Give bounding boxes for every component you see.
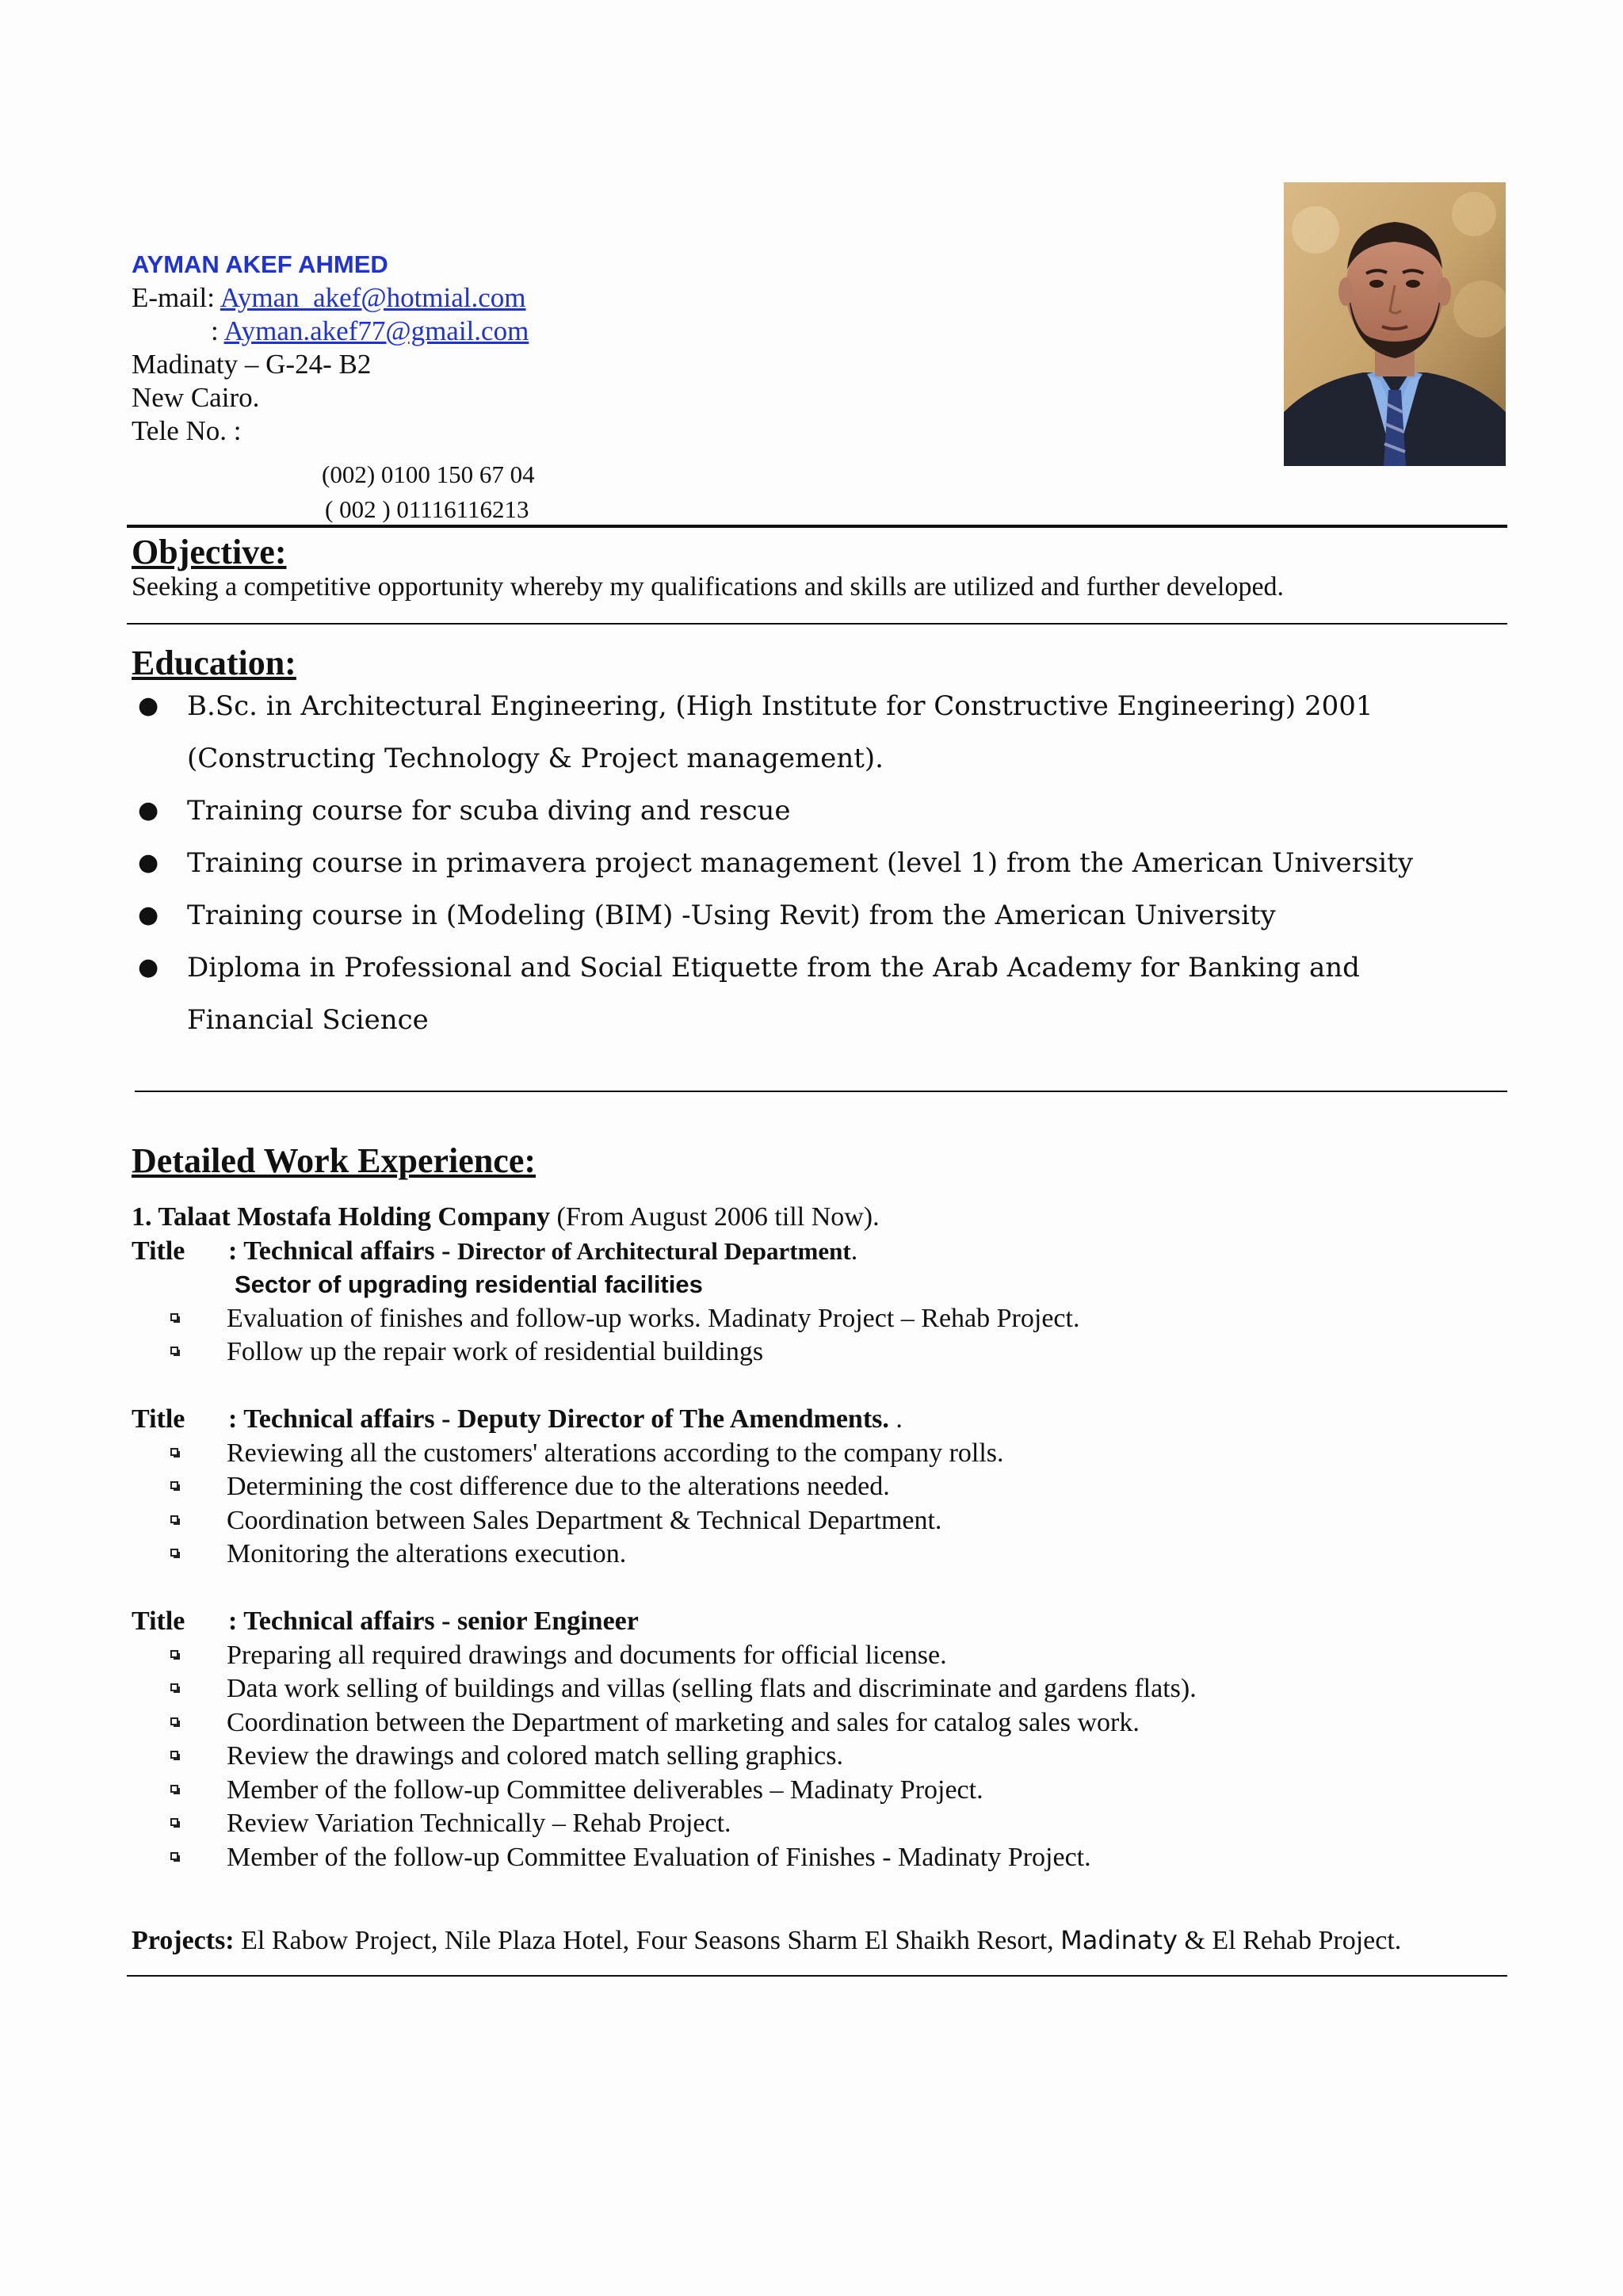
- objective-divider: [127, 623, 1507, 625]
- company-name: Talaat Mostafa Holding Company: [158, 1202, 551, 1232]
- duty-item: [132, 1706, 1510, 1740]
- bullet-icon: ●: [138, 849, 159, 877]
- address-line-2: New Cairo.: [132, 382, 260, 413]
- duty-text: Coordination between the Department of marketing and sales for catalog sales work.: [227, 1707, 1140, 1737]
- bullet-icon: ●: [138, 953, 159, 981]
- candidate-name: AYMAN AKEF AHMED: [132, 250, 388, 278]
- bullet-icon: ●: [138, 901, 159, 929]
- projects-text-c: & El Rehab Project.: [1177, 1926, 1402, 1955]
- education-item: [132, 942, 1510, 1046]
- spacer: [132, 1370, 1510, 1404]
- duty-item: [132, 1740, 1510, 1774]
- address-line-1: Madinaty – G-24- B2: [132, 349, 372, 380]
- spacer: [132, 1572, 1510, 1606]
- title-label: Title: [132, 1404, 185, 1434]
- header-divider: [127, 525, 1507, 528]
- checkbox-bullet-icon: [170, 1717, 178, 1725]
- profile-photo: [1284, 182, 1506, 466]
- duty-text: Coordination between Sales Department & Technical Department.: [227, 1505, 942, 1535]
- education-item: [132, 680, 1510, 785]
- role-title: [228, 1403, 903, 1437]
- checkbox-bullet-icon: [170, 1448, 178, 1456]
- duty-item: [132, 1538, 1510, 1572]
- company-period: (From August 2006 till Now).: [550, 1202, 880, 1232]
- objective-text: Seeking a competitive opportunity whereby my qualifications and skills are utilized and further developed.: [132, 572, 1285, 602]
- duty-text: Preparing all required drawings and documents for official license.: [227, 1640, 947, 1670]
- checkbox-bullet-icon: [170, 1683, 178, 1691]
- duty-text: Review Variation Technically – Rehab Project.: [227, 1809, 731, 1838]
- duty-text: Review the drawings and colored match selling graphics.: [227, 1741, 843, 1771]
- role-title-row: [132, 1403, 1510, 1437]
- projects-line: [132, 1923, 1401, 1958]
- checkbox-bullet-icon: [170, 1852, 178, 1860]
- duty-text: Evaluation of finishes and follow-up works. Madinaty Project – Rehab Project.: [227, 1303, 1080, 1333]
- phone-number-1: (002) 0100 150 67 04: [322, 460, 535, 488]
- duty-item: [132, 1504, 1510, 1538]
- role-title-main: : Technical affairs -: [228, 1236, 457, 1266]
- duty-item: [132, 1639, 1510, 1673]
- projects-text-b: Madinaty: [1060, 1925, 1178, 1955]
- duty-item: [132, 1807, 1510, 1841]
- role-title-row: [132, 1235, 1510, 1269]
- checkbox-bullet-icon: [170, 1785, 178, 1793]
- objective-heading: Objective:: [132, 533, 287, 571]
- duty-item: [132, 1335, 1510, 1370]
- role-title-main: : Technical affairs - senior Engineer: [228, 1606, 639, 1636]
- role-title-main: : Technical affairs - Deputy Director of The Amendments.: [228, 1404, 889, 1434]
- company-line: [132, 1201, 1510, 1235]
- duty-item: [132, 1774, 1510, 1808]
- checkbox-bullet-icon: [170, 1818, 178, 1826]
- role-sector: Sector of upgrading residential facilities: [235, 1270, 703, 1298]
- education-item-text: B.Sc. in Architectural Engineering, (High Institute for Constructive Engineering) 2001: [187, 690, 1373, 722]
- email-link-secondary[interactable]: Ayman.akef77@gmail.com: [223, 315, 529, 346]
- role-title: [228, 1235, 857, 1269]
- checkbox-bullet-icon: [170, 1751, 178, 1759]
- education-item-text: Diploma in Professional and Social Etiquette from the Arab Academy for Banking and: [187, 952, 1360, 984]
- projects-label: Projects:: [132, 1926, 235, 1955]
- email-line-secondary: [132, 315, 1241, 348]
- duty-item: [132, 1470, 1510, 1504]
- role-title-dept: Director of Architectural Department: [456, 1236, 851, 1265]
- contact-header: [132, 248, 1241, 527]
- tele-label: Tele No. :: [132, 415, 242, 446]
- education-item-text: Training course in primavera project management (level 1) from the American University: [187, 847, 1414, 879]
- education-item-text-cont: Financial Science: [187, 1004, 429, 1036]
- checkbox-bullet-icon: [170, 1549, 178, 1557]
- work-heading: Detailed Work Experience:: [132, 1141, 536, 1180]
- bullet-icon: ●: [138, 692, 159, 720]
- duty-item: [132, 1437, 1510, 1471]
- checkbox-bullet-icon: [170, 1347, 178, 1354]
- role-title-end: .: [850, 1236, 858, 1266]
- email-link-primary[interactable]: Ayman_akef@hotmial.com: [220, 282, 526, 313]
- duty-text: Member of the follow-up Committee deliverables – Madinaty Project.: [227, 1775, 983, 1805]
- checkbox-bullet-icon: [170, 1515, 178, 1523]
- company-number: 1.: [132, 1202, 158, 1232]
- duty-text: Member of the follow-up Committee Evaluation of Finishes - Madinaty Project.: [227, 1842, 1091, 1872]
- role-title-end: .: [888, 1404, 903, 1434]
- projects-text-a: El Rabow Project, Nile Plaza Hotel, Four Seasons Sharm El Shaikh Resort,: [234, 1926, 1061, 1955]
- bullet-icon: ●: [138, 797, 159, 824]
- education-divider: [135, 1091, 1507, 1092]
- education-item-text-cont: (Constructing Technology & Project management).: [187, 743, 884, 774]
- duty-item: [132, 1841, 1510, 1875]
- checkbox-bullet-icon: [170, 1313, 178, 1321]
- duty-text: Monitoring the alterations execution.: [227, 1539, 627, 1568]
- phone-number-2: ( 002 ) 01116116213: [325, 495, 529, 523]
- duty-text: Reviewing all the customers' alterations according to the company rolls.: [227, 1438, 1004, 1468]
- education-heading: Education:: [132, 644, 296, 682]
- email-colon: :: [211, 315, 224, 346]
- education-item: [132, 837, 1510, 889]
- duty-text: Follow up the repair work of residential buildings: [227, 1337, 764, 1366]
- education-item: [132, 785, 1510, 837]
- email-label: E-mail:: [132, 282, 220, 313]
- portrait-image: [1284, 182, 1506, 466]
- education-item: [132, 889, 1510, 942]
- education-item-text: Training course in (Modeling (BIM) -Using Revit) from the American University: [187, 900, 1276, 931]
- duty-item: [132, 1302, 1510, 1336]
- duty-text: Determining the cost difference due to the alterations needed.: [227, 1472, 890, 1501]
- email-line-primary: [132, 281, 1241, 315]
- education-list: [132, 680, 1510, 1046]
- role-title-row: [132, 1605, 1510, 1639]
- checkbox-bullet-icon: [170, 1481, 178, 1489]
- duty-text: Data work selling of buildings and villas (selling flats and discriminate and gardens flats).: [227, 1674, 1197, 1703]
- work-experience: [132, 1201, 1510, 1874]
- duty-item: [132, 1672, 1510, 1706]
- checkbox-bullet-icon: [170, 1650, 178, 1658]
- projects-divider: [127, 1975, 1507, 1977]
- title-label: Title: [132, 1236, 185, 1266]
- title-label: Title: [132, 1606, 185, 1636]
- education-item-text: Training course for scuba diving and rescue: [187, 795, 791, 827]
